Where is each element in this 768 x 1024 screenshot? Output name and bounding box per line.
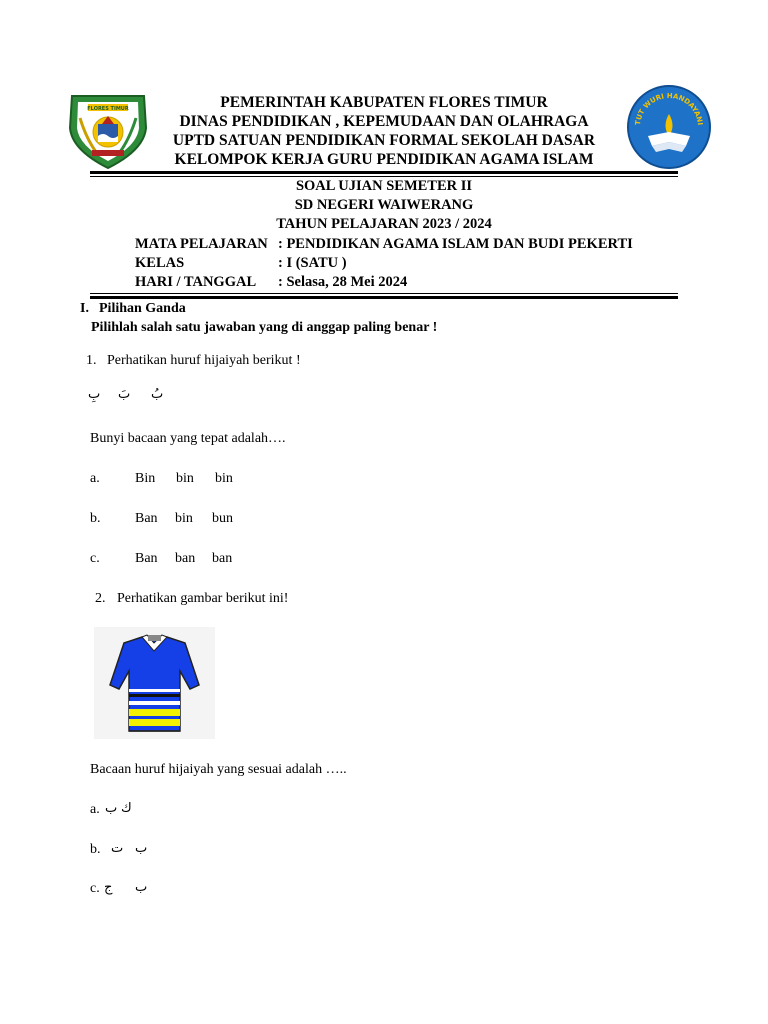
q1-option-b-word-1: Ban (135, 511, 158, 526)
q2-option-a-arabic-1: ب (105, 801, 118, 816)
header-line-uptd: UPTD SATUAN PENDIDIKAN FORMAL SEKOLAH DASAR (172, 132, 596, 149)
shirt-image (94, 627, 215, 739)
q1-number: 1. (86, 353, 97, 368)
header-line-kkg: KELOMPOK KERJA GURU PENDIDIKAN AGAMA ISLAM (174, 151, 594, 168)
q1-letter-1: بِ (88, 387, 101, 402)
q1-option-c-letter: c. (90, 551, 100, 566)
q2-option-b-arabic-2: ب (135, 841, 148, 856)
class-row (135, 255, 347, 272)
subject-row (135, 236, 633, 253)
class-label: KELAS (135, 255, 185, 271)
q2-option-a-letter: a. (90, 802, 100, 817)
q1-letter-3: بُ (151, 387, 164, 402)
header-line-department: DINAS PENDIDIKAN , KEPEMUDAAN DAN OLAHRAGA (179, 113, 589, 130)
section-number: I. (80, 301, 89, 316)
date-label: HARI / TANGGAL (135, 274, 257, 290)
q1-option-a-word-1: Bin (135, 471, 156, 486)
subject-value: : PENDIDIKAN AGAMA ISLAM DAN BUDI PEKERTI (278, 236, 633, 252)
q1-option-b-letter: b. (90, 511, 101, 526)
q2-number: 2. (95, 591, 106, 606)
q2-option-b-letter: b. (90, 842, 101, 857)
q1-prompt: Bunyi bacaan yang tepat adalah…. (90, 431, 286, 446)
info-divider-thin (90, 293, 678, 294)
q2-option-c-arabic-2: ب (135, 880, 148, 895)
q2-option-c-arabic-1: ج (104, 880, 113, 895)
q2-option-b-arabic-1: ت (111, 841, 124, 856)
logo-left-text: FLORES TIMUR (87, 106, 129, 112)
class-value: : I (SATU ) (278, 255, 347, 271)
header-line-government: PEMERINTAH KABUPATEN FLORES TIMUR (220, 94, 548, 111)
q1-letter-2: بَ (118, 387, 131, 402)
q2-option-a-arabic-2: ك (121, 801, 132, 816)
q1-option-c-word-2: ban (175, 551, 196, 566)
exam-title: SOAL UJIAN SEMETER II (295, 178, 473, 194)
q1-option-b-word-2: bin (175, 511, 193, 526)
section-instruction: Pilihlah salah satu jawaban yang di anggap paling benar ! (91, 320, 438, 335)
info-divider-thick (90, 296, 678, 299)
q1-text: Perhatikan huruf hijaiyah berikut ! (107, 353, 301, 368)
subject-label: MATA PELAJARAN (135, 236, 268, 252)
q2-prompt: Bacaan huruf hijaiyah yang sesuai adalah ….. (90, 762, 347, 777)
q2-option-c-letter: c. (90, 881, 100, 896)
header-divider-thin (90, 176, 678, 177)
date-value: : Selasa, 28 Mei 2024 (278, 274, 408, 290)
header-divider-thick (90, 171, 678, 174)
q1-option-c-word-3: ban (212, 551, 233, 566)
academic-year: TAHUN PELAJARAN 2023 / 2024 (276, 216, 492, 232)
shirt-illustration (94, 627, 215, 739)
q2-text: Perhatikan gambar berikut ini! (117, 591, 289, 606)
q1-option-a-letter: a. (90, 471, 100, 486)
q1-option-b-word-3: bun (212, 511, 233, 526)
school-name: SD NEGERI WAIWERANG (294, 197, 474, 213)
date-row (135, 274, 407, 291)
q1-option-a-word-3: bin (215, 471, 233, 486)
q1-option-a-word-2: bin (176, 471, 194, 486)
logo-right-text: TUT WURI HANDAYANI (634, 91, 704, 126)
q1-option-c-word-1: Ban (135, 551, 158, 566)
section-title: Pilihan Ganda (99, 301, 186, 316)
